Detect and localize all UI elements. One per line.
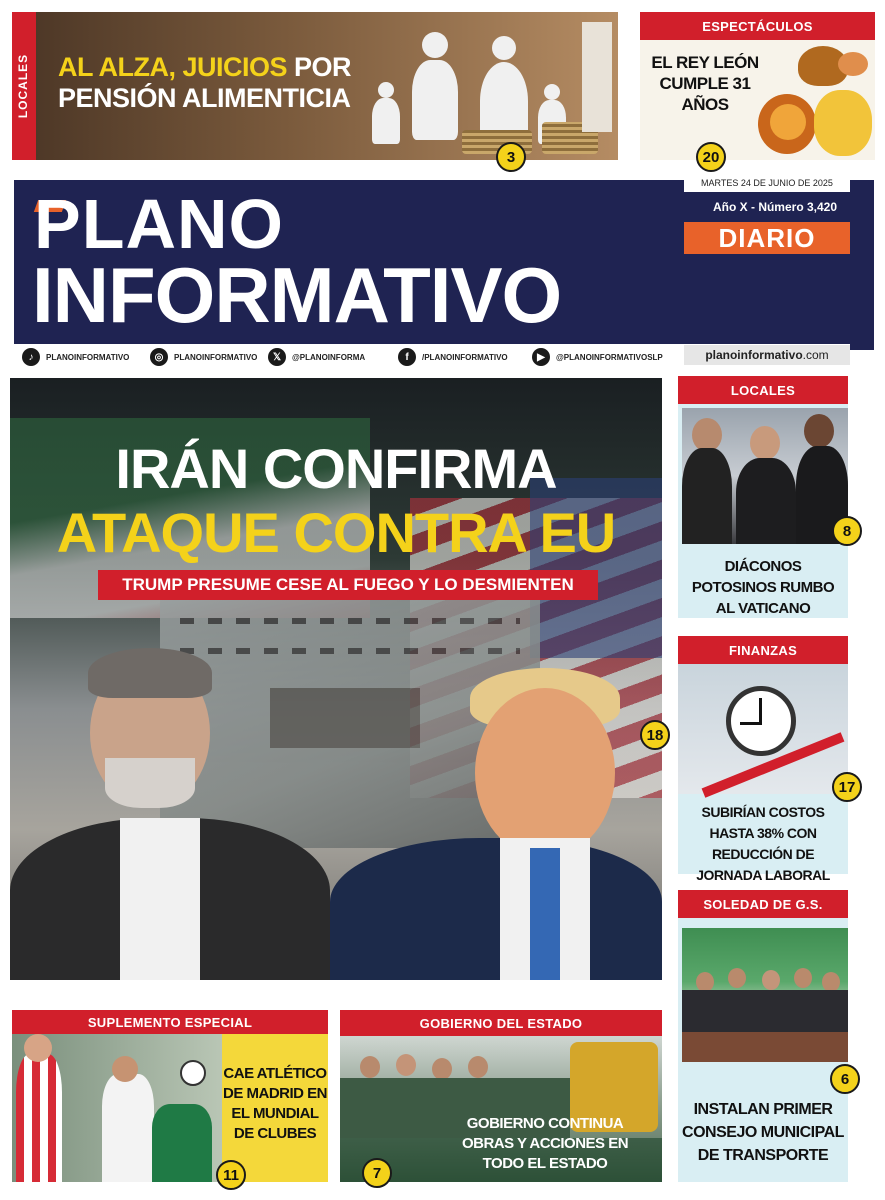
social-tiktok[interactable] (22, 348, 129, 366)
headline-part: PENSIÓN ALIMENTICIA (58, 83, 351, 113)
social-instagram[interactable] (150, 348, 257, 366)
main-headline-line1: IRÁN CONFIRMA (115, 437, 557, 500)
headline-highlight: AL ALZA, JUICIOS (58, 52, 288, 82)
soccer-photo (12, 1034, 222, 1182)
deacons-photo (682, 408, 848, 544)
page-badge: 17 (832, 772, 862, 802)
section-tag: SOLEDAD DE G.S. (678, 890, 848, 918)
section-tag: SUPLEMENTO ESPECIAL (12, 1010, 328, 1034)
page-badge: 8 (832, 516, 862, 546)
social-handle: @PLANOINFORMA (292, 352, 366, 362)
social-youtube[interactable] (532, 348, 663, 366)
social-x[interactable] (268, 348, 365, 366)
website-label[interactable] (684, 345, 850, 365)
headline: DIÁCONOS POTOSINOS RUMBO AL VATICANO (691, 558, 835, 617)
headline: GOBIERNO CONTINUA OBRAS Y ACCIONES EN TODO EL ESTADO (461, 1115, 629, 1172)
section-tag: ESPECTÁCULOS (640, 12, 875, 40)
lion-king-illustration (758, 42, 873, 160)
youtube-icon: ▶ (532, 348, 550, 366)
brand-title-line2: INFORMATIVO (32, 251, 562, 339)
section-tag: FINANZAS (678, 636, 848, 664)
top-right-teaser[interactable] (640, 12, 875, 160)
side-story-3[interactable] (678, 890, 848, 1182)
instagram-icon: ◎ (150, 348, 168, 366)
page-badge: 6 (830, 1064, 860, 1094)
family-illustration (352, 12, 612, 160)
bottom-left-story[interactable] (12, 1010, 328, 1182)
headline: EL REY LEÓN CUMPLE 31 AÑOS (651, 53, 759, 114)
x-icon: 𝕏 (268, 348, 286, 366)
page-badge: 11 (216, 1160, 246, 1190)
top-left-teaser[interactable] (12, 12, 618, 160)
section-tag: GOBIERNO DEL ESTADO (340, 1010, 662, 1036)
diario-tag: DIARIO (684, 222, 850, 254)
main-story[interactable] (10, 378, 662, 980)
website-rest: .com (802, 348, 829, 362)
social-handle: @PLANOINFORMATIVOSLP (556, 352, 663, 362)
edition-label: Año X - Número 3,420 (712, 200, 838, 214)
website-bold: planoinformativo (705, 348, 803, 362)
social-handle: /PLANOINFORMATIVO (422, 352, 508, 362)
headline: SUBIRÍAN COSTOS HASTA 38% CON REDUCCIÓN DE JORNADA LABORAL (696, 804, 830, 883)
bottom-mid-story[interactable] (340, 1010, 662, 1182)
main-headline-line2: ATAQUE CONTRA EU (56, 501, 616, 564)
social-facebook[interactable] (398, 348, 508, 366)
social-handle: PLANOINFORMATIVO (174, 352, 258, 362)
headline: INSTALAN PRIMER CONSEJO MUNICIPAL DE TRANSPORTE (682, 1101, 844, 1164)
brand-title-line1: PLANO (34, 185, 284, 263)
side-story-2[interactable] (678, 636, 848, 883)
tiktok-icon: ♪ (22, 348, 40, 366)
page-badge: 7 (362, 1158, 392, 1188)
social-handle: PLANOINFORMATIVO (46, 352, 130, 362)
date-label: MARTES 24 DE JUNIO DE 2025 (684, 174, 850, 192)
clock-illustration (678, 664, 848, 794)
facebook-icon: f (398, 348, 416, 366)
section-tag-vertical: LOCALES (16, 53, 30, 119)
section-tag: LOCALES (678, 376, 848, 404)
headline-part: POR (294, 52, 352, 82)
trump-photo (330, 668, 662, 980)
page-badge: 20 (696, 142, 726, 172)
main-subhead: TRUMP PRESUME CESE AL FUEGO Y LO DESMIENTEN (98, 570, 598, 600)
page-badge: 3 (496, 142, 526, 172)
side-story-1[interactable] (678, 376, 848, 618)
page-badge: 18 (640, 720, 670, 750)
council-photo (682, 928, 848, 1062)
iranian-official-photo (10, 648, 340, 980)
headline: CAE ATLÉTICO DE MADRID EN EL MUNDIAL DE CLUBES (222, 1065, 327, 1142)
